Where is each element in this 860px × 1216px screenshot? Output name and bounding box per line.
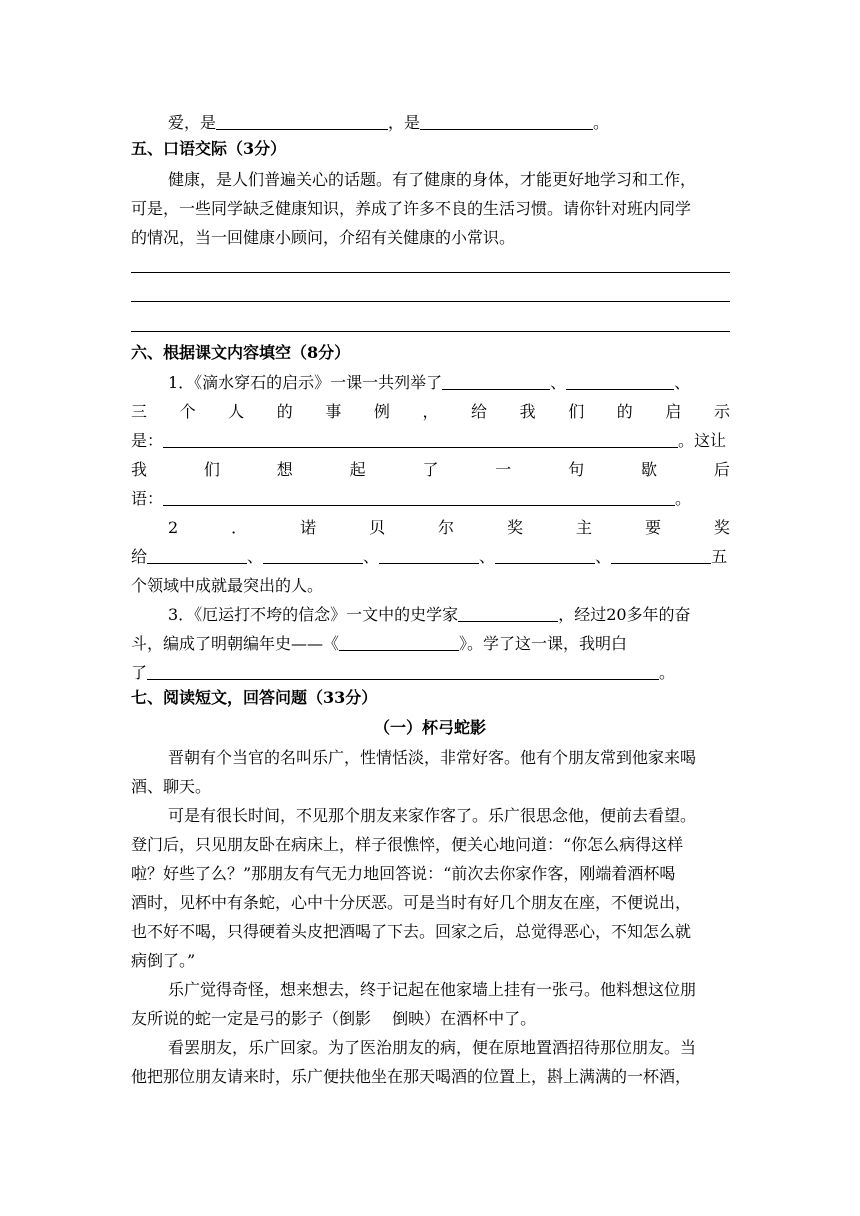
paragraph-line: 酒、聊天。: [131, 777, 212, 796]
paragraph-line: 也不好不喝，只得硬着头皮把酒喝了下去。回家之后，总觉得恶心，不知怎么就: [131, 922, 692, 941]
char: ，: [422, 402, 439, 421]
q3-line2: [131, 629, 730, 658]
answer-line[interactable]: [131, 331, 730, 332]
char: 给: [471, 402, 488, 421]
char: 主: [575, 518, 592, 537]
paragraph-line: 健康，是人们普遍关心的话题。有了健康的身体，才能更好地学习和工作，: [168, 170, 697, 189]
char: 我: [519, 402, 536, 421]
q1-line2: [131, 397, 730, 426]
answer-blank[interactable]: [147, 661, 659, 680]
paragraph-line: 友所说的蛇一定是弓的影子（倒影 倒映）在酒杯中了。: [131, 1009, 537, 1028]
text: 。: [593, 113, 610, 132]
char: 人: [228, 402, 245, 421]
section4-tail: [131, 108, 730, 137]
answer-blank[interactable]: [263, 545, 363, 564]
text: 斗，编成了明朝编年史——《: [131, 634, 340, 653]
answer-blank[interactable]: [495, 545, 595, 564]
char: 歇: [641, 460, 658, 479]
q3-line3: [131, 658, 730, 687]
answer-blank[interactable]: [339, 632, 459, 651]
paragraph-line: 病倒了。”: [131, 951, 196, 970]
answer-blank[interactable]: [163, 487, 675, 506]
char: 启: [665, 402, 682, 421]
q1-line1: [131, 368, 730, 397]
char: 的: [276, 402, 293, 421]
text: ，经过20多年的奋: [558, 605, 691, 624]
char: 2: [168, 518, 179, 537]
section5-prompt: [131, 165, 730, 252]
paragraph-line: 晋朝有个当官的名叫乐广，性情恬淡，非常好客。他有个朋友常到他家来喝: [168, 748, 697, 767]
section6-questions: [131, 368, 730, 687]
char: 事: [325, 402, 342, 421]
char: 示: [713, 402, 730, 421]
paragraph-line: 乐广觉得奇怪，想来想去，终于记起在他家墙上挂有一张弓。他料想这位朋: [168, 980, 697, 999]
answer-blank[interactable]: [442, 371, 550, 390]
answer-blank[interactable]: [379, 545, 479, 564]
char: 想: [276, 460, 293, 479]
answer-blank[interactable]: [458, 603, 558, 622]
passage-body: [131, 743, 730, 1091]
text: 、: [595, 547, 612, 566]
text: 是：: [131, 431, 164, 450]
char: 三: [131, 402, 148, 421]
section6-heading: 六、根据课文内容填空（8分）: [131, 343, 351, 362]
answer-blank[interactable]: [216, 111, 388, 130]
char: 一: [495, 460, 512, 479]
char: 例: [373, 402, 390, 421]
text: 》。学了这一课，我明白: [459, 634, 628, 653]
q2-line2: [131, 542, 730, 571]
passage-title: （一）杯弓蛇影: [373, 718, 486, 737]
paragraph-line: 可是有很长时间，不见那个朋友来家作客了。乐广很思念他，便前去看望。: [168, 806, 697, 825]
text: 了: [131, 663, 148, 682]
char: 了: [422, 460, 439, 479]
section7-heading: 七、阅读短文，回答问题（33分）: [131, 688, 378, 707]
char: 要: [644, 518, 661, 537]
char: 贝: [369, 518, 386, 537]
text: 、: [363, 547, 380, 566]
text: 、: [674, 373, 691, 392]
q1-line5: [131, 484, 730, 513]
char: 我: [131, 460, 148, 479]
text: ，是: [388, 113, 421, 132]
q1-line3: [131, 426, 730, 455]
char: 的: [616, 402, 633, 421]
paragraph-line: 看罢朋友，乐广回家。为了医治朋友的病，便在原地置酒招待那位朋友。当: [168, 1038, 697, 1057]
text: 、: [247, 547, 264, 566]
paragraph-line: 他把那位朋友请来时，乐广便扶他坐在那天喝酒的位置上，斟上满满的一杯酒，: [131, 1067, 692, 1086]
q2-line3: 个领域中成就最突出的人。: [131, 576, 324, 595]
char: 后: [713, 460, 730, 479]
answer-blank[interactable]: [611, 545, 711, 564]
char: 奖: [713, 518, 730, 537]
answer-blank[interactable]: [420, 111, 593, 130]
char: 们: [568, 402, 585, 421]
text: 、: [479, 547, 496, 566]
text: 五: [711, 547, 728, 566]
text: 语：: [131, 489, 164, 508]
char: 句: [568, 460, 585, 479]
q2-line1: [131, 513, 730, 542]
answer-blank[interactable]: [566, 371, 674, 390]
section5-heading: 五、口语交际（3分）: [131, 139, 287, 158]
q3-line1: [131, 600, 730, 629]
char: ．: [231, 518, 248, 537]
text: 1．《滴水穿石的启示》一课一共列举了: [168, 373, 443, 392]
text: 给: [131, 547, 148, 566]
answer-line[interactable]: [131, 301, 730, 302]
char: 奖: [507, 518, 524, 537]
text: 、: [550, 373, 567, 392]
text: 。: [659, 663, 676, 682]
text: 。这让: [678, 431, 727, 450]
char: 们: [203, 460, 220, 479]
paragraph-line: 登门后，只见朋友卧在病床上，样子很憔悴，便关心地问道：“你怎么病得这样: [131, 835, 684, 854]
char: 起: [349, 460, 366, 479]
char: 个: [179, 402, 196, 421]
answer-blank[interactable]: [147, 545, 247, 564]
paragraph-line: 可是，一些同学缺乏健康知识，养成了许多不良的生活习惯。请你针对班内同学: [131, 199, 692, 218]
paragraph-line: 酒时，见杯中有条蛇，心中十分厌恶。可是当时有好几个朋友在座，不便说出，: [131, 893, 692, 912]
text: 。: [675, 489, 692, 508]
answer-blank[interactable]: [163, 429, 678, 448]
char: 尔: [438, 518, 455, 537]
text: 3．《厄运打不垮的信念》一文中的史学家: [168, 605, 459, 624]
text: 爱，是: [168, 113, 217, 132]
answer-line[interactable]: [131, 272, 730, 273]
paragraph-line: 的情况，当一回健康小顾问，介绍有关健康的小常识。: [131, 228, 516, 247]
char: 诺: [300, 518, 317, 537]
q1-line4: [131, 455, 730, 484]
paragraph-line: 啦？好些了么？”那朋友有气无力地回答说：“前次去你家作客，刚端着酒杯喝: [131, 864, 676, 883]
